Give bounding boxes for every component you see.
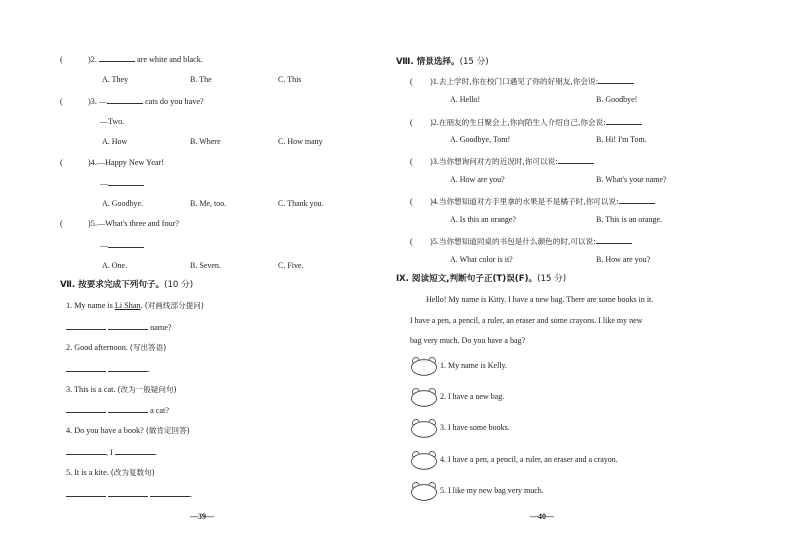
passage-line: I have a pen, a pencil, a ruler, an eraser and some crayons. I like my new (410, 316, 643, 325)
situation-3: ( )3.当你想询问对方的近况时,你可以说: (410, 155, 594, 167)
answer-blank[interactable] (99, 53, 135, 62)
answer-blank[interactable] (619, 195, 655, 204)
dialogue-answer: — (100, 177, 144, 189)
bear-answer-bubble[interactable] (410, 356, 438, 376)
answer-blank[interactable] (606, 116, 642, 125)
option-a[interactable]: A. How are you? (450, 175, 505, 184)
passage-line: Hello! My name is Kitty. I have a new bag. There are some books in it. (426, 295, 654, 304)
answer-blank[interactable] (108, 239, 144, 248)
question-5: ( )5.—What's three and four? (60, 219, 180, 228)
option-a[interactable]: A. One. (102, 261, 128, 270)
answer-blank[interactable] (66, 404, 106, 413)
dialogue-answer: —Two. (100, 117, 125, 126)
option-a[interactable]: A. Goodbye. (102, 199, 144, 208)
bear-answer-bubble[interactable] (410, 450, 438, 470)
answer-blank[interactable] (108, 321, 148, 330)
answer-blank[interactable] (598, 75, 634, 84)
answer-blank[interactable] (108, 177, 144, 186)
option-b[interactable]: B. Hi! I'm Tom. (596, 135, 647, 144)
option-a[interactable]: A. Goodbye, Tom! (450, 135, 511, 144)
option-c[interactable]: C. Five. (278, 261, 304, 270)
page-number: —40— (530, 512, 554, 521)
situation-2: ( )2.在朋友的生日聚会上,你向陌生人介绍自己,你会说: (410, 116, 642, 128)
answer-blank[interactable] (596, 235, 632, 244)
answer-blank[interactable] (107, 95, 143, 104)
situation-4: ( )4.当你想知道对方手里拿的水果是不是橘子时,你可以说: (410, 195, 655, 207)
option-a[interactable]: A. Hello! (450, 95, 481, 104)
statement-5: 5. I like my new bag very much. (440, 486, 544, 495)
option-b[interactable]: B. Where (190, 137, 221, 146)
task-5: 5. It is a kite. (改为复数句) (66, 468, 155, 477)
option-a[interactable]: A. What color is it? (450, 255, 513, 264)
statement-3: 3. I have some books. (440, 423, 510, 432)
option-a[interactable]: A. They (102, 75, 129, 84)
option-a[interactable]: A. How (102, 137, 128, 146)
answer-blank[interactable] (115, 446, 155, 455)
task-3-answer: a cat? (66, 404, 169, 416)
task-4: 4. Do you have a book? (做肯定回答) (66, 426, 190, 435)
answer-blank[interactable] (66, 321, 106, 330)
answer-blank[interactable] (108, 488, 148, 497)
section-8-heading: Ⅷ. 情景选择。(15 分) (396, 57, 489, 67)
task-3: 3. This is a cat. (改为一般疑问句) (66, 385, 177, 394)
question-2: ( )2. are white and black. (60, 55, 203, 64)
task-2: 2. Good afternoon. (写出答语) (66, 343, 167, 352)
answer-blank[interactable] (150, 488, 190, 497)
page-number: —39— (190, 512, 214, 521)
option-b[interactable]: B. Me, too. (190, 199, 227, 208)
statement-4: 4. I have a pen, a pencil, a ruler, an eraser and a crayon. (440, 455, 618, 464)
task-1-answer: name? (66, 321, 171, 333)
option-c[interactable]: C. This (278, 75, 302, 84)
task-4-answer: , I . (66, 446, 157, 458)
dialogue-answer: — (100, 239, 144, 251)
option-b[interactable]: B. Seven. (190, 261, 221, 270)
option-b[interactable]: B. How are you? (596, 255, 651, 264)
answer-blank[interactable] (66, 363, 106, 372)
option-a[interactable]: A. Is this an orange? (450, 215, 516, 224)
option-b[interactable]: B. Goodbye! (596, 95, 638, 104)
answer-blank[interactable] (66, 488, 106, 497)
answer-blank[interactable] (66, 446, 106, 455)
task-1: 1. My name is Li Shan. (对画线部分提问) (66, 301, 204, 310)
answer-blank[interactable] (108, 363, 148, 372)
bear-answer-bubble[interactable] (410, 387, 438, 407)
question-3: ( )3. — cats do you have? (60, 97, 204, 106)
option-b[interactable]: B. This is an orange. (596, 215, 663, 224)
statement-2: 2. I have a new bag. (440, 392, 505, 401)
statement-1: 1. My name is Kelly. (440, 361, 508, 370)
passage-line: bag very much. Do you have a bag? (410, 336, 526, 345)
question-4: ( )4.—Happy New Year! (60, 158, 164, 167)
bear-answer-bubble[interactable] (410, 418, 438, 438)
option-b[interactable]: B. The (190, 75, 212, 84)
answer-blank[interactable] (108, 404, 148, 413)
option-b[interactable]: B. What's your name? (596, 175, 667, 184)
option-c[interactable]: C. How many (278, 137, 323, 146)
task-5-answer: . (66, 488, 192, 500)
situation-1: ( )1.去上学时,你在校门口遇见了你的好朋友,你会说: (410, 75, 634, 87)
section-9-heading: Ⅸ. 阅读短文,判断句子正(T)误(F)。(15 分) (396, 274, 567, 284)
bear-answer-bubble[interactable] (410, 481, 438, 501)
situation-5: ( )5.当你想知道同桌的书包是什么颜色的时,可以说: (410, 235, 632, 247)
option-c[interactable]: C. Thank you. (278, 199, 324, 208)
task-2-answer: . (66, 363, 150, 375)
answer-blank[interactable] (558, 155, 594, 164)
section-7-heading: Ⅶ. 按要求完成下列句子。(10 分) (60, 280, 194, 290)
